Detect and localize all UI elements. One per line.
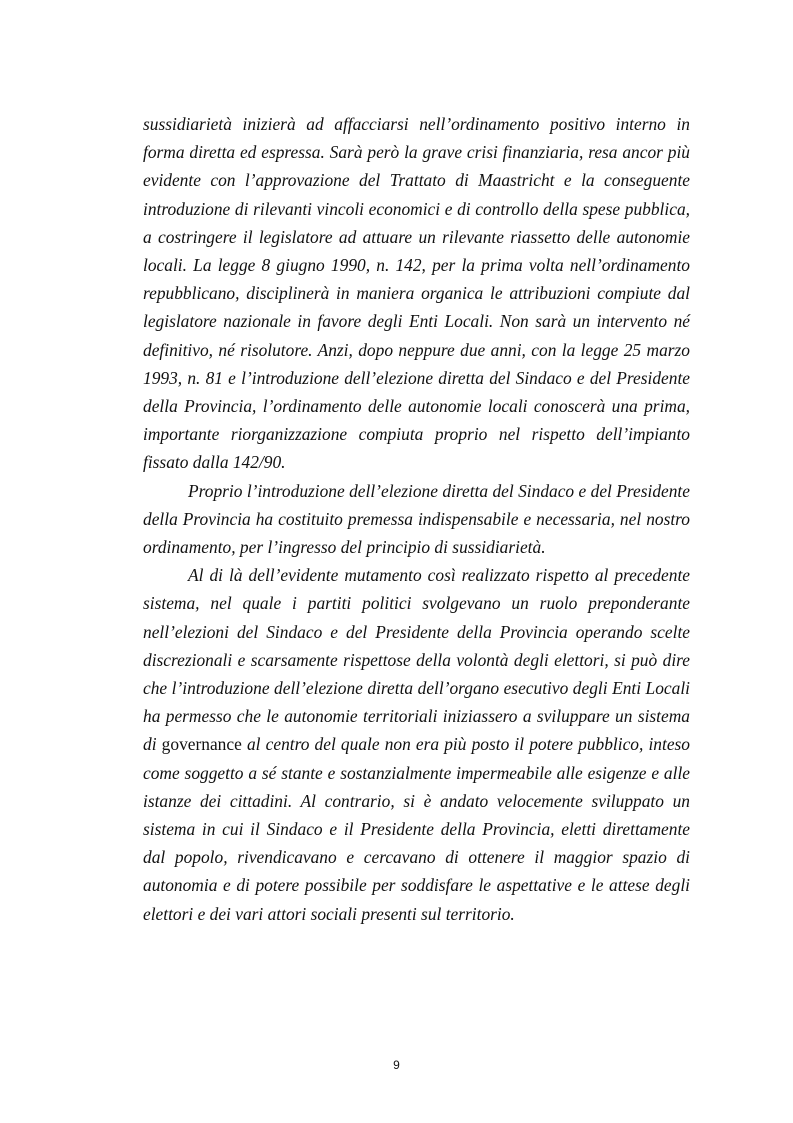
paragraph-3-text-after: al centro del quale non era più posto il potere pubblico, inteso come soggetto a sé stante e sostanzialmente impermeabile alle esigenze e alle istanze dei cittadini. Al contrario, si è andato velocemente sviluppato un sistema in cui il Sindaco e il Presidente della Provincia, eletti direttamente dal popolo, rivendicavano e cercavano di ottenere il maggior spazio di autonomia e di potere possibile per soddisfare le aspettative e le attese degli elettori e dei vari attori sociali presenti sul territorio. bbox=[143, 734, 691, 924]
body-text bbox=[143, 110, 690, 928]
paragraph-2: Proprio l’introduzione dell’elezione diretta del Sindaco e del Presidente della Provincia ha costituito premessa indispensabile e necessaria, nel nostro ordinamento, per l’ingresso del principio di sussidiarietà. bbox=[143, 480, 690, 558]
page-number: 9 bbox=[393, 1058, 400, 1072]
governance-term: governance bbox=[161, 734, 242, 755]
paragraph-3 bbox=[143, 561, 690, 928]
paragraph-3-text-before: Al di là dell’evidente mutamento così realizzato rispetto al precedente sistema, nel quale i partiti politici svolgevano un ruolo preponderante nell’elezioni del Sindaco e del Presidente della Provincia operando scelte discrezionali e scarsamente rispettose della volontà degli elettori, si può dire che l’introduzione dell’elezione diretta dell’organo esecutivo degli Enti Locali ha permesso che le autonomie territoriali iniziassero a sviluppare un sistema di bbox=[143, 565, 690, 755]
paragraph-1: sussidiarietà inizierà ad affacciarsi nell’ordinamento positivo interno in forma diretta ed espressa. Sarà però la grave crisi finanziaria, resa ancor più evidente con l’approvazione del Trattato di Maastricht e la conseguente introduzione di rilevanti vincoli economici e di controllo della spese pubblica, a costringere il legislatore ad attuare un rilevante riassetto delle autonomie locali. La legge 8 giugno 1990, n. 142, per la prima volta nell’ordinamento repubblicano, disciplinerà in maniera organica le attribuzioni compiute dal legislatore nazionale in favore degli Enti Locali. Non sarà un intervento né definitivo, né risolutore. Anzi, dopo neppure due anni, con la legge 25 marzo 1993, n. 81 e l’introduzione dell’elezione diretta del Sindaco e del Presidente della Provincia, l’ordinamento delle autonomie locali conoscerà una prima, importante riorganizzazione compiuta proprio nel rispetto dell’impianto fissato dalla 142/90. bbox=[143, 114, 690, 473]
